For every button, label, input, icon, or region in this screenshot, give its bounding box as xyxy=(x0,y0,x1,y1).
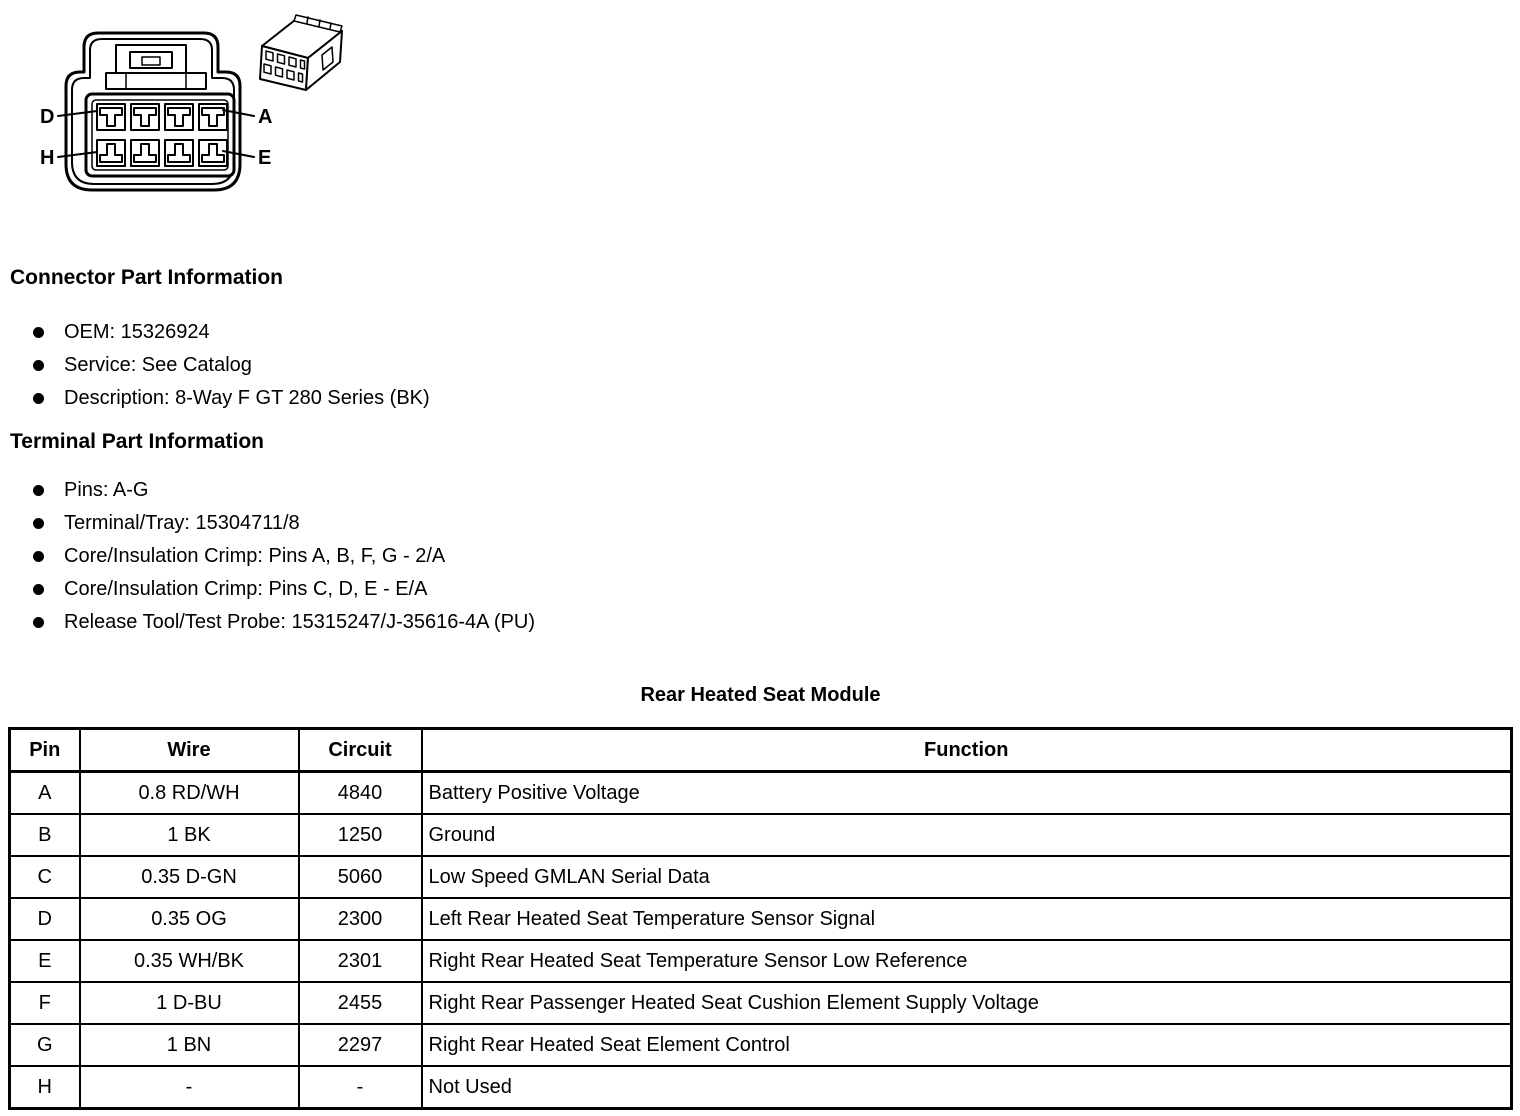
bullet-icon xyxy=(33,393,44,404)
wire-cell: 0.8 RD/WH xyxy=(80,772,299,815)
col-header-function: Function xyxy=(422,729,1512,772)
pin-label-a: A xyxy=(258,106,273,128)
pin-cell: C xyxy=(10,856,80,898)
circuit-cell: 2300 xyxy=(299,898,422,940)
wire-cell: 0.35 WH/BK xyxy=(80,940,299,982)
wire-cell: 0.35 D-GN xyxy=(80,856,299,898)
pin-label-e: E xyxy=(258,147,272,169)
list-item xyxy=(33,573,535,606)
table-row xyxy=(10,940,1512,982)
connector-diagram xyxy=(0,0,380,215)
table-row xyxy=(10,856,1512,898)
connector-front-view xyxy=(40,33,272,190)
pin-label-h: H xyxy=(40,147,55,169)
wire-cell: 0.35 OG xyxy=(80,898,299,940)
list-item xyxy=(33,507,535,540)
bullet-icon xyxy=(33,518,44,529)
list-item xyxy=(33,382,430,415)
list-item-text: Terminal/Tray: 15304711/8 xyxy=(64,512,300,534)
terminal-info-list xyxy=(33,474,535,639)
function-cell: Low Speed GMLAN Serial Data xyxy=(422,856,1512,898)
circuit-cell: 2455 xyxy=(299,982,422,1024)
function-cell: Right Rear Passenger Heated Seat Cushion Element Supply Voltage xyxy=(422,982,1512,1024)
list-item-text: Release Tool/Test Probe: 15315247/J-35616-4A (PU) xyxy=(64,611,536,633)
list-item-text: OEM: 15326924 xyxy=(64,321,210,343)
bullet-icon xyxy=(33,327,44,338)
table-title: Rear Heated Seat Module xyxy=(640,684,881,706)
wire-cell: 1 BN xyxy=(80,1024,299,1066)
function-cell: Ground xyxy=(422,814,1512,856)
pin-cell: H xyxy=(10,1066,80,1109)
wire-cell: 1 BK xyxy=(80,814,299,856)
table-row xyxy=(10,1024,1512,1066)
function-cell: Right Rear Heated Seat Element Control xyxy=(422,1024,1512,1066)
pin-cell: E xyxy=(10,940,80,982)
function-cell: Left Rear Heated Seat Temperature Sensor Signal xyxy=(422,898,1512,940)
circuit-cell: 1250 xyxy=(299,814,422,856)
connector-3d-view xyxy=(260,15,342,90)
list-item-text: Core/Insulation Crimp: Pins C, D, E - E/A xyxy=(64,578,428,600)
col-header-circuit: Circuit xyxy=(299,729,422,772)
table-row xyxy=(10,898,1512,940)
list-item-text: Pins: A-G xyxy=(64,479,149,501)
list-item-text: Core/Insulation Crimp: Pins A, B, F, G - 2/A xyxy=(64,545,446,567)
table-row xyxy=(10,982,1512,1024)
pin-label-d: D xyxy=(40,106,55,128)
circuit-cell: 2301 xyxy=(299,940,422,982)
pin-grid xyxy=(86,94,234,176)
list-item-text: Description: 8-Way F GT 280 Series (BK) xyxy=(64,387,430,409)
function-cell: Right Rear Heated Seat Temperature Sensor Low Reference xyxy=(422,940,1512,982)
pinout-table xyxy=(8,727,1513,1110)
circuit-cell: 4840 xyxy=(299,772,422,815)
list-item xyxy=(33,606,535,639)
circuit-cell: 2297 xyxy=(299,1024,422,1066)
list-item xyxy=(33,474,535,507)
bullet-icon xyxy=(33,485,44,496)
connector-part-info-heading: Connector Part Information xyxy=(10,266,284,289)
terminal-part-info-heading: Terminal Part Information xyxy=(10,430,264,453)
wire-cell: 1 D-BU xyxy=(80,982,299,1024)
table-row xyxy=(10,814,1512,856)
circuit-cell: - xyxy=(299,1066,422,1109)
bullet-icon xyxy=(33,617,44,628)
circuit-cell: 5060 xyxy=(299,856,422,898)
list-item xyxy=(33,349,430,382)
function-cell: Battery Positive Voltage xyxy=(422,772,1512,815)
pin-cell: G xyxy=(10,1024,80,1066)
bullet-icon xyxy=(33,551,44,562)
table-header-row xyxy=(10,729,1512,772)
pin-cell: F xyxy=(10,982,80,1024)
list-item xyxy=(33,540,535,573)
bullet-icon xyxy=(33,584,44,595)
bullet-icon xyxy=(33,360,44,371)
pin-cell: D xyxy=(10,898,80,940)
function-cell: Not Used xyxy=(422,1066,1512,1109)
list-item-text: Service: See Catalog xyxy=(64,354,252,376)
table-row xyxy=(10,1066,1512,1109)
col-header-wire: Wire xyxy=(80,729,299,772)
col-header-pin: Pin xyxy=(10,729,80,772)
table-row xyxy=(10,772,1512,815)
pin-cell: A xyxy=(10,772,80,815)
connector-info-list xyxy=(33,316,430,415)
list-item xyxy=(33,316,430,349)
wire-cell: - xyxy=(80,1066,299,1109)
pin-cell: B xyxy=(10,814,80,856)
